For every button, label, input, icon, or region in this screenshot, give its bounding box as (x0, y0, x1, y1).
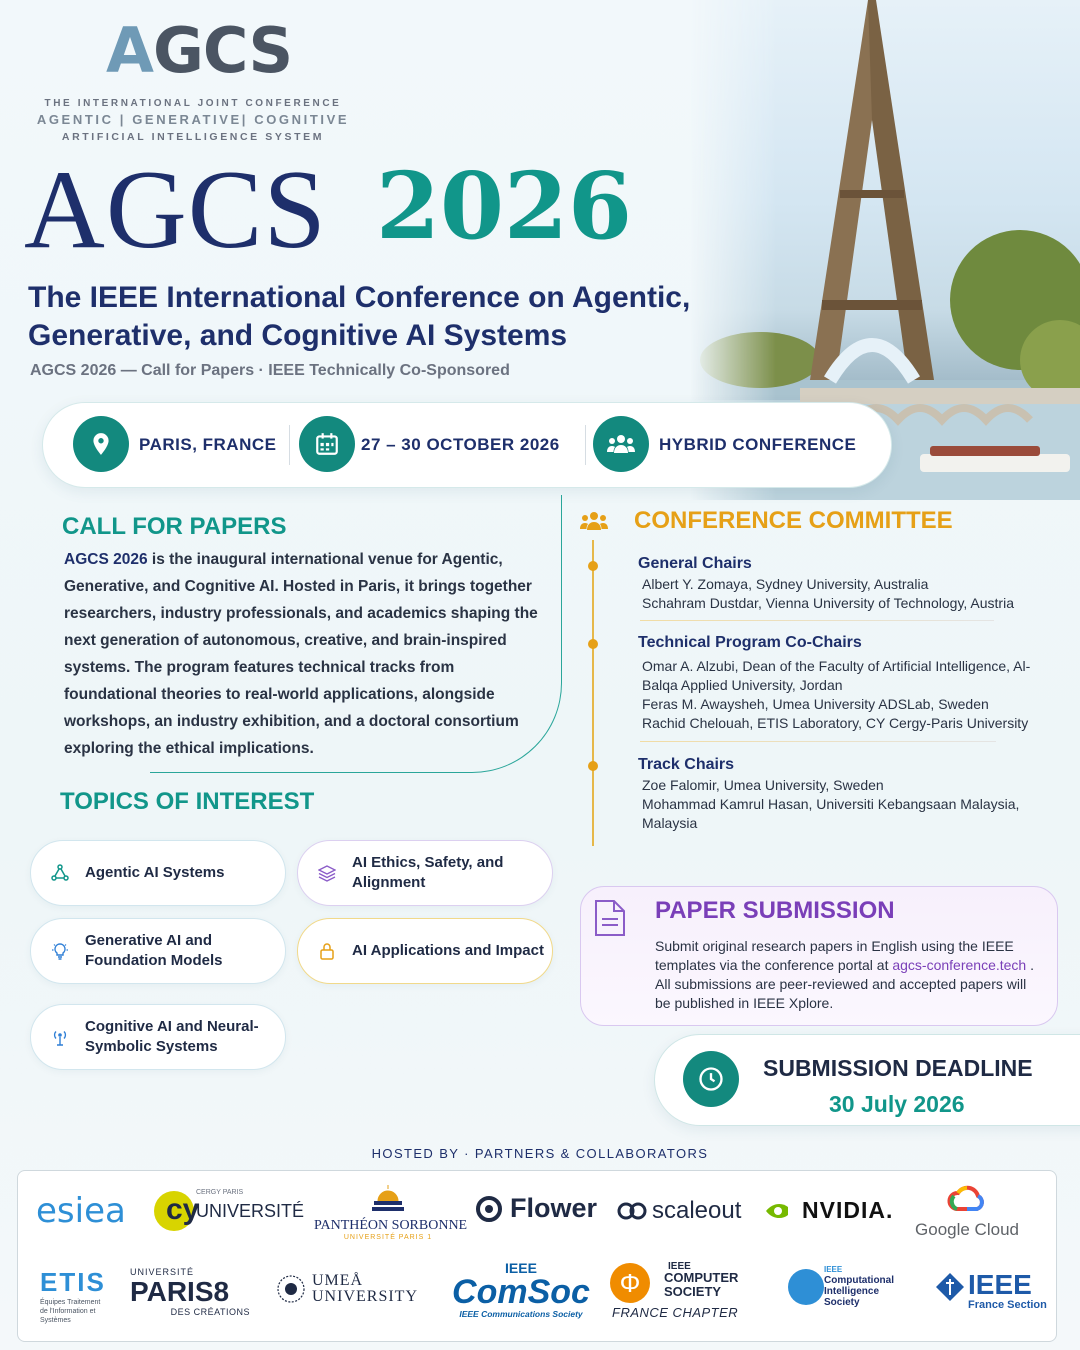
format-text: HYBRID CONFERENCE (659, 435, 857, 454)
google-cloud-logo: Google Cloud (912, 1183, 1022, 1240)
flower-logo: Flower (474, 1193, 597, 1224)
committee-member: Albert Y. Zomaya, Sydney University, Australia (642, 576, 929, 592)
paris8-logo: UNIVERSITÉ PARIS8 DES CRÉATIONS (130, 1267, 250, 1317)
partners-panel: esiea cy CERGY PARIS UNIVERSITÉ PANTHÉON SORBONNE UNIVERSITÉ PARIS 1 Flower scaleout NVIDIA. Google Cloud ETIS Équipes Traitement de l'Information et Systèmes UNIVERSITÉ PARIS8 DES CRÉATIONS UMEÅ UNIVERSITY IEEE ComSoc IEEE Communications Society Φ IEEE COMPUTER SOCIETY FRANCE CHAPTER IEEE Computational Intelligence Society IEEE France Section (17, 1170, 1057, 1342)
track-chairs-heading: Track Chairs (638, 756, 735, 773)
committee-member: Schahram Dustdar, Vienna University of Technology, Austria (642, 595, 1014, 611)
submission-deadline-banner (654, 1034, 1080, 1126)
deadline-label: SUBMISSION DEADLINE (763, 1055, 1033, 1081)
lock-icon (316, 940, 338, 962)
committee-title: CONFERENCE COMMITTEE (634, 507, 953, 534)
partners-heading: HOSTED BY · PARTNERS & COLLABORATORS (371, 1146, 709, 1161)
calendar-icon (299, 416, 355, 472)
antenna-icon (49, 1026, 71, 1048)
committee-member: Rachid Chelouah, ETIS Laboratory, CY Cergy-Paris University (642, 715, 1029, 731)
conference-subtitle-line3: ARTIFICIAL INTELLIGENCE SYSTEM (61, 131, 325, 143)
umea-university-logo: UMEÅ UNIVERSITY (276, 1273, 416, 1305)
paper-submission-card (580, 886, 1058, 1026)
cis-swirl-icon (788, 1269, 824, 1305)
topic-ai-ethics: AI Ethics, Safety, and Alignment (297, 840, 553, 906)
cloud-icon (947, 1183, 987, 1215)
divider (585, 425, 586, 465)
conference-portal-link[interactable]: agcs-conference.tech (892, 957, 1027, 973)
people-icon (593, 416, 649, 472)
ieee-comsoc-logo: IEEE ComSoc IEEE Communications Society (452, 1260, 590, 1319)
topic-ai-applications: AI Applications and Impact (297, 918, 553, 984)
tpc-chairs-heading: Technical Program Co-Chairs (638, 634, 862, 651)
agent-nodes-icon (49, 862, 71, 884)
phi-icon: Φ (610, 1263, 650, 1303)
cfp-title: CALL FOR PAPERS (62, 513, 287, 540)
scaleout-icon (616, 1201, 648, 1221)
topics-title: TOPICS OF INTEREST (60, 788, 315, 815)
topic-cognitive-ai: Cognitive AI and Neural- Symbolic Systems (30, 1004, 286, 1070)
topic-agentic-ai: Agentic AI Systems (30, 840, 286, 906)
agcs-logo: AGCS (106, 14, 293, 87)
cfp-body: AGCS 2026 is the inaugural international venue for Agentic, Generative, and Cognitive AI. Hosted in Paris, it brings together researchers, industry professionals, and academics shaping the next generation of autonomous, creative, and brain-inspired systems. The program features technical tracks from foundational theories to real-world applications, alongside workshops, an industry exhibition, and a doctoral consortium exploring the ethical implications. (64, 551, 538, 757)
conference-subtitle-line2: AGENTIC | GENERATIVE| COGNITIVE (36, 112, 350, 127)
committee-member: Zoe Falomir, Umea University, Sweden (642, 777, 884, 793)
event-info-bar (42, 402, 892, 488)
committee-member: Malaysia (642, 815, 698, 831)
flower-icon (474, 1194, 504, 1224)
committee-people-icon (578, 510, 610, 537)
location-text: PARIS, FRANCE (139, 435, 277, 454)
esiea-logo: esiea (36, 1191, 126, 1231)
ieee-france-section-logo: IEEE France Section (934, 1271, 1047, 1311)
dates-text: 27 – 30 OCTOBER 2026 (361, 435, 560, 454)
topic-generative-ai: Generative AI and Foundation Models (30, 918, 286, 984)
committee-member: Feras M. Awaysheh, Umea University ADSLab, Sweden (642, 696, 989, 712)
lightbulb-icon (49, 940, 71, 962)
divider (640, 741, 996, 742)
committee-member: Omar A. Alzubi, Dean of the Faculty of Artificial Intelligence, Al- (642, 658, 1031, 674)
divider (640, 620, 994, 621)
general-chairs-heading: General Chairs (638, 555, 752, 572)
conference-subtitle-line1: THE INTERNATIONAL JOINT CONFERENCE (44, 98, 342, 109)
nvidia-logo: NVIDIA. (764, 1197, 893, 1224)
paper-submission-title: PAPER SUBMISSION (655, 897, 895, 924)
layers-icon (316, 862, 338, 884)
clock-icon (683, 1051, 739, 1107)
timeline-dot (588, 639, 598, 649)
committee-timeline (592, 540, 594, 846)
timeline-dot (588, 561, 598, 571)
committee-member: Mohammad Kamrul Hasan, Universiti Kebangsaan Malaysia, (642, 796, 1020, 812)
location-pin-icon (73, 416, 129, 472)
pantheon-sorbonne-logo: PANTHÉON SORBONNE UNIVERSITÉ PARIS 1 (314, 1183, 462, 1241)
deadline-date: 30 July 2026 (829, 1091, 965, 1117)
document-icon (593, 899, 627, 942)
big-title: AGCS (24, 148, 327, 272)
umea-seal-icon (276, 1274, 306, 1304)
scaleout-logo: scaleout (616, 1197, 741, 1225)
nvidia-eye-icon (764, 1199, 796, 1223)
etis-logo: ETIS Équipes Traitement de l'Information et Systèmes (40, 1267, 106, 1324)
paper-submission-text: Submit original research papers in English using the IEEE templates via the conference portal at agcs-conference.tech . All submissions are peer-reviewed and accepted papers will be published in IEEE Xplore. (655, 938, 1034, 1011)
timeline-dot (588, 761, 598, 771)
ieee-diamond-icon (934, 1271, 966, 1303)
big-year: 2026 (376, 152, 633, 260)
committee-member: Balqa Applied University, Jordan (642, 677, 843, 693)
main-title: The IEEE International Conference on Agentic, Generative, and Cognitive AI Systems (28, 281, 691, 352)
divider (289, 425, 290, 465)
pantheon-dome-icon (370, 1183, 406, 1213)
tagline: AGCS 2026 — Call for Papers · IEEE Technically Co-Sponsored (30, 362, 510, 379)
